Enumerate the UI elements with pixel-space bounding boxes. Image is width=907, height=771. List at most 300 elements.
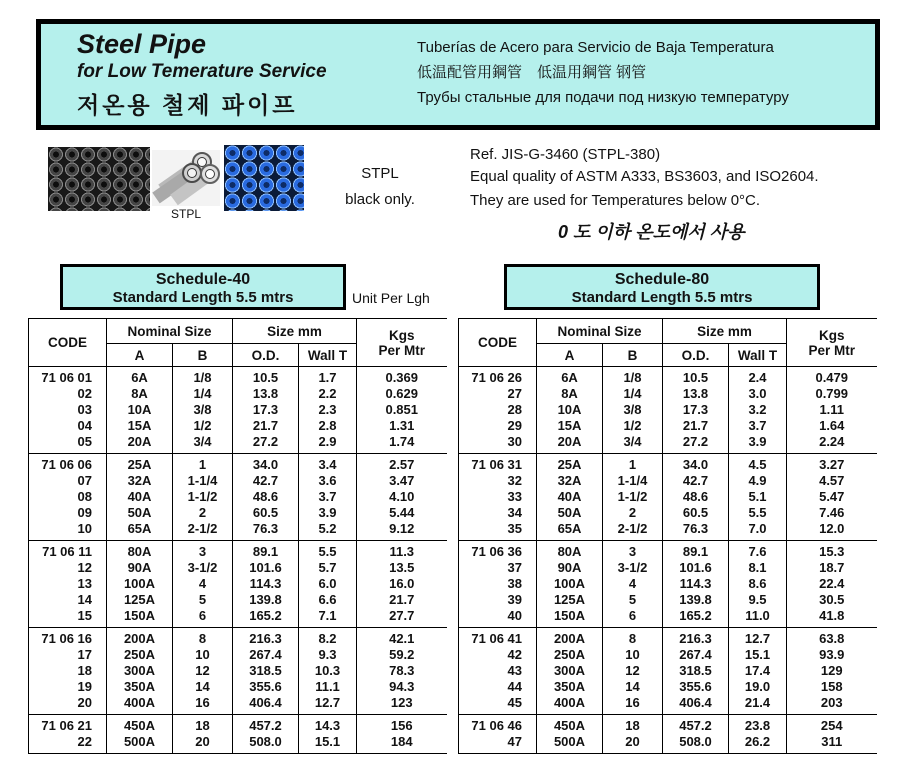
table-row (459, 628, 877, 648)
wall-t-cell: 2.3 (299, 402, 357, 418)
od-cell: 21.7 (663, 418, 729, 434)
size-b-cell: 16 (603, 695, 663, 715)
size-a-cell: 350A (537, 679, 603, 695)
page-subtitle-en: for Low Temerature Service (77, 61, 327, 82)
equal-quality-line: Equal quality of ASTM A333, BS3603, and ISO2604. (470, 168, 819, 185)
kgs-cell: 3.27 (787, 454, 877, 474)
code-cell: 07 (29, 473, 107, 489)
table-row (29, 695, 447, 715)
schedule-40-length: Standard Length 5.5 mtrs (112, 289, 294, 306)
table-row (459, 576, 877, 592)
od-cell: 508.0 (233, 734, 299, 754)
wall-t-cell: 15.1 (729, 647, 787, 663)
table-row (29, 454, 447, 474)
schedule-40-header (60, 264, 346, 310)
kgs-cell: 15.3 (787, 541, 877, 561)
code-cell: 71 06 46 (459, 715, 537, 735)
size-a-cell: 25A (537, 454, 603, 474)
table-row (29, 628, 447, 648)
od-cell: 27.2 (233, 434, 299, 454)
kgs-cell: 18.7 (787, 560, 877, 576)
table-row (29, 608, 447, 628)
wall-t-cell: 8.2 (299, 628, 357, 648)
col-header-a: A (537, 344, 603, 367)
table-row (459, 434, 877, 454)
code-cell: 19 (29, 679, 107, 695)
size-a-cell: 20A (537, 434, 603, 454)
wall-t-cell: 11.1 (299, 679, 357, 695)
page-title-ko: 저온용 철제 파이프 (77, 92, 298, 118)
table-row (29, 647, 447, 663)
od-cell: 89.1 (233, 541, 299, 561)
table-row (459, 489, 877, 505)
kgs-cell: 13.5 (357, 560, 447, 576)
size-b-cell: 4 (603, 576, 663, 592)
size-a-cell: 80A (107, 541, 173, 561)
unit-label: Unit Per Lgh (352, 290, 430, 306)
size-b-cell: 1 (603, 454, 663, 474)
table-header (29, 319, 447, 367)
size-b-cell: 4 (173, 576, 233, 592)
size-a-cell: 50A (107, 505, 173, 521)
table-row (459, 473, 877, 489)
table-row (29, 402, 447, 418)
od-cell: 101.6 (233, 560, 299, 576)
size-b-cell: 8 (173, 628, 233, 648)
table-row (459, 541, 877, 561)
size-b-cell: 12 (603, 663, 663, 679)
od-cell: 318.5 (233, 663, 299, 679)
od-cell: 267.4 (663, 647, 729, 663)
ref-line: Ref. JIS-G-3460 (STPL-380) (470, 146, 661, 163)
code-cell: 71 06 16 (29, 628, 107, 648)
wall-t-cell: 2.9 (299, 434, 357, 454)
size-a-cell: 20A (107, 434, 173, 454)
size-b-cell: 1-1/2 (603, 489, 663, 505)
size-b-cell: 3-1/2 (603, 560, 663, 576)
size-a-cell: 150A (107, 608, 173, 628)
size-b-cell: 1-1/4 (603, 473, 663, 489)
wall-t-cell: 6.6 (299, 592, 357, 608)
kgs-cell: 1.11 (787, 402, 877, 418)
kgs-cell: 78.3 (357, 663, 447, 679)
kgs-cell: 42.1 (357, 628, 447, 648)
schedule-80-length: Standard Length 5.5 mtrs (571, 289, 753, 306)
code-cell: 44 (459, 679, 537, 695)
size-a-cell: 300A (537, 663, 603, 679)
code-cell: 20 (29, 695, 107, 715)
od-cell: 216.3 (233, 628, 299, 648)
code-cell: 71 06 01 (29, 367, 107, 387)
kgs-cell: 311 (787, 734, 877, 754)
size-a-cell: 32A (537, 473, 603, 489)
page-title-cjk: 低温配管用鋼管 低温用鋼管 钢管 (417, 64, 647, 81)
table-row (459, 560, 877, 576)
size-a-cell: 450A (537, 715, 603, 735)
code-cell: 33 (459, 489, 537, 505)
col-header-code: CODE (459, 319, 537, 367)
stpl-note-line1: STPL (361, 165, 399, 182)
code-cell: 45 (459, 695, 537, 715)
kgs-cell: 41.8 (787, 608, 877, 628)
size-a-cell: 50A (537, 505, 603, 521)
code-cell: 14 (29, 592, 107, 608)
col-header-b: B (173, 344, 233, 367)
size-b-cell: 18 (603, 715, 663, 735)
usage-line-ko: 0 도 이하 온도에서 사용 (558, 222, 745, 242)
size-b-cell: 1/2 (173, 418, 233, 434)
col-header-size-mm: Size mm (233, 319, 357, 344)
table-row (459, 386, 877, 402)
code-cell: 15 (29, 608, 107, 628)
row-group (459, 454, 877, 541)
table-row (459, 715, 877, 735)
kgs-cell: 63.8 (787, 628, 877, 648)
table-row (29, 592, 447, 608)
code-cell: 29 (459, 418, 537, 434)
size-b-cell: 14 (173, 679, 233, 695)
kgs-cell: 0.479 (787, 367, 877, 387)
usage-line: They are used for Temperatures below 0°C. (470, 192, 761, 209)
table-row (459, 663, 877, 679)
size-a-cell: 90A (107, 560, 173, 576)
code-cell: 08 (29, 489, 107, 505)
wall-t-cell: 5.1 (729, 489, 787, 505)
code-cell: 37 (459, 560, 537, 576)
size-b-cell: 3/4 (173, 434, 233, 454)
code-cell: 13 (29, 576, 107, 592)
od-cell: 48.6 (233, 489, 299, 505)
table-row (459, 608, 877, 628)
code-cell: 03 (29, 402, 107, 418)
size-a-cell: 65A (107, 521, 173, 541)
wall-t-cell: 5.5 (729, 505, 787, 521)
od-cell: 406.4 (663, 695, 729, 715)
size-b-cell: 2 (603, 505, 663, 521)
wall-t-cell: 7.0 (729, 521, 787, 541)
code-cell: 02 (29, 386, 107, 402)
kgs-cell: 0.369 (357, 367, 447, 387)
od-cell: 27.2 (663, 434, 729, 454)
wall-t-cell: 10.3 (299, 663, 357, 679)
table-row (29, 473, 447, 489)
od-cell: 17.3 (233, 402, 299, 418)
code-cell: 71 06 21 (29, 715, 107, 735)
od-cell: 10.5 (233, 367, 299, 387)
size-a-cell: 200A (107, 628, 173, 648)
col-header-kgs-per-mtr: Kgs Per Mtr (357, 319, 447, 367)
kgs-cell: 203 (787, 695, 877, 715)
size-a-cell: 400A (107, 695, 173, 715)
kgs-cell: 7.46 (787, 505, 877, 521)
code-cell: 34 (459, 505, 537, 521)
size-b-cell: 20 (173, 734, 233, 754)
kgs-cell: 5.44 (357, 505, 447, 521)
size-a-cell: 125A (107, 592, 173, 608)
code-cell: 30 (459, 434, 537, 454)
kgs-cell: 27.7 (357, 608, 447, 628)
size-b-cell: 6 (603, 608, 663, 628)
kgs-cell: 22.4 (787, 576, 877, 592)
table-row (29, 576, 447, 592)
kgs-cell: 12.0 (787, 521, 877, 541)
table-row (29, 734, 447, 754)
schedule-80-title: Schedule-80 (614, 271, 710, 288)
row-group (29, 628, 447, 715)
kgs-cell: 21.7 (357, 592, 447, 608)
schedule-40-table (28, 318, 447, 754)
kgs-cell: 11.3 (357, 541, 447, 561)
wall-t-cell: 3.0 (729, 386, 787, 402)
wall-t-cell: 5.7 (299, 560, 357, 576)
row-group (459, 628, 877, 715)
row-group (29, 541, 447, 628)
size-b-cell: 20 (603, 734, 663, 754)
od-cell: 76.3 (663, 521, 729, 541)
size-a-cell: 32A (107, 473, 173, 489)
size-a-cell: 100A (107, 576, 173, 592)
wall-t-cell: 3.9 (299, 505, 357, 521)
col-header-nominal-size: Nominal Size (537, 319, 663, 344)
wall-t-cell: 15.1 (299, 734, 357, 754)
od-cell: 13.8 (233, 386, 299, 402)
code-cell: 40 (459, 608, 537, 628)
row-group (29, 454, 447, 541)
size-a-cell: 250A (537, 647, 603, 663)
wall-t-cell: 2.4 (729, 367, 787, 387)
wall-t-cell: 3.7 (729, 418, 787, 434)
wall-t-cell: 6.0 (299, 576, 357, 592)
kgs-cell: 254 (787, 715, 877, 735)
table-row (459, 418, 877, 434)
wall-t-cell: 3.9 (729, 434, 787, 454)
wall-t-cell: 3.4 (299, 454, 357, 474)
table-row (29, 560, 447, 576)
col-header-a: A (107, 344, 173, 367)
size-b-cell: 6 (173, 608, 233, 628)
size-a-cell: 40A (537, 489, 603, 505)
wall-t-cell: 23.8 (729, 715, 787, 735)
stpl-caption: STPL (170, 207, 201, 221)
od-cell: 76.3 (233, 521, 299, 541)
table-row (459, 367, 877, 387)
schedule-80-table (458, 318, 877, 754)
size-a-cell: 80A (537, 541, 603, 561)
od-cell: 114.3 (233, 576, 299, 592)
size-a-cell: 15A (107, 418, 173, 434)
kgs-cell: 0.629 (357, 386, 447, 402)
col-header-kgs-per-mtr: Kgs Per Mtr (787, 319, 877, 367)
size-b-cell: 3 (173, 541, 233, 561)
code-cell: 10 (29, 521, 107, 541)
code-cell: 17 (29, 647, 107, 663)
od-cell: 89.1 (663, 541, 729, 561)
size-b-cell: 3-1/2 (173, 560, 233, 576)
od-cell: 101.6 (663, 560, 729, 576)
row-group (29, 367, 447, 454)
size-b-cell: 5 (603, 592, 663, 608)
kgs-cell: 1.31 (357, 418, 447, 434)
od-cell: 457.2 (233, 715, 299, 735)
size-a-cell: 200A (537, 628, 603, 648)
size-b-cell: 1-1/2 (173, 489, 233, 505)
wall-t-cell: 3.2 (729, 402, 787, 418)
pipes-photo-steel (152, 150, 220, 206)
size-a-cell: 8A (537, 386, 603, 402)
schedule-80-header (504, 264, 820, 310)
size-b-cell: 1 (173, 454, 233, 474)
col-header-code: CODE (29, 319, 107, 367)
kgs-cell: 123 (357, 695, 447, 715)
kgs-cell: 1.64 (787, 418, 877, 434)
table-row (459, 505, 877, 521)
code-cell: 04 (29, 418, 107, 434)
wall-t-cell: 1.7 (299, 367, 357, 387)
kgs-cell: 94.3 (357, 679, 447, 695)
size-b-cell: 3 (603, 541, 663, 561)
kgs-cell: 129 (787, 663, 877, 679)
wall-t-cell: 12.7 (299, 695, 357, 715)
col-header-od: O.D. (663, 344, 729, 367)
od-cell: 165.2 (233, 608, 299, 628)
code-cell: 32 (459, 473, 537, 489)
size-a-cell: 10A (537, 402, 603, 418)
od-cell: 216.3 (663, 628, 729, 648)
size-a-cell: 6A (537, 367, 603, 387)
kgs-cell: 30.5 (787, 592, 877, 608)
size-a-cell: 90A (537, 560, 603, 576)
code-cell: 38 (459, 576, 537, 592)
table-row (459, 679, 877, 695)
table-row (29, 418, 447, 434)
wall-t-cell: 12.7 (729, 628, 787, 648)
masthead-right (417, 24, 875, 125)
wall-t-cell: 8.6 (729, 576, 787, 592)
kgs-cell: 0.851 (357, 402, 447, 418)
size-a-cell: 500A (537, 734, 603, 754)
size-b-cell: 2 (173, 505, 233, 521)
wall-t-cell: 14.3 (299, 715, 357, 735)
size-a-cell: 450A (107, 715, 173, 735)
stpl-note-line2: black only. (345, 191, 415, 208)
code-cell: 71 06 41 (459, 628, 537, 648)
table-row (29, 505, 447, 521)
code-cell: 27 (459, 386, 537, 402)
table-row (29, 367, 447, 387)
page-title-en: Steel Pipe (77, 29, 207, 59)
row-group (459, 541, 877, 628)
table-row (459, 647, 877, 663)
table-row (29, 521, 447, 541)
od-cell: 60.5 (233, 505, 299, 521)
code-cell: 28 (459, 402, 537, 418)
table-row (459, 402, 877, 418)
masthead-left (41, 24, 417, 125)
od-cell: 13.8 (663, 386, 729, 402)
table-row (459, 734, 877, 754)
wall-t-cell: 5.2 (299, 521, 357, 541)
kgs-cell: 1.74 (357, 434, 447, 454)
size-b-cell: 8 (603, 628, 663, 648)
wall-t-cell: 11.0 (729, 608, 787, 628)
kgs-cell: 4.10 (357, 489, 447, 505)
od-cell: 114.3 (663, 576, 729, 592)
table-row (29, 663, 447, 679)
size-b-cell: 2-1/2 (173, 521, 233, 541)
col-header-wall-t: Wall T (729, 344, 787, 367)
od-cell: 17.3 (663, 402, 729, 418)
code-cell: 71 06 31 (459, 454, 537, 474)
od-cell: 508.0 (663, 734, 729, 754)
size-a-cell: 25A (107, 454, 173, 474)
size-a-cell: 15A (537, 418, 603, 434)
page-title-ru: Трубы стальные для подачи под низкую температуру (417, 89, 789, 106)
size-b-cell: 2-1/2 (603, 521, 663, 541)
wall-t-cell: 2.8 (299, 418, 357, 434)
code-cell: 43 (459, 663, 537, 679)
size-b-cell: 14 (603, 679, 663, 695)
col-header-nominal-size: Nominal Size (107, 319, 233, 344)
code-cell: 42 (459, 647, 537, 663)
od-cell: 406.4 (233, 695, 299, 715)
table-row (29, 434, 447, 454)
wall-t-cell: 2.2 (299, 386, 357, 402)
size-b-cell: 1-1/4 (173, 473, 233, 489)
stpl-note (332, 161, 428, 213)
wall-t-cell: 9.3 (299, 647, 357, 663)
table-row (29, 715, 447, 735)
code-cell: 71 06 36 (459, 541, 537, 561)
kgs-cell: 2.57 (357, 454, 447, 474)
size-a-cell: 100A (537, 576, 603, 592)
size-b-cell: 1/2 (603, 418, 663, 434)
size-b-cell: 1/4 (603, 386, 663, 402)
od-cell: 42.7 (233, 473, 299, 489)
col-header-size-mm: Size mm (663, 319, 787, 344)
od-cell: 165.2 (663, 608, 729, 628)
size-a-cell: 150A (537, 608, 603, 628)
kgs-cell: 2.24 (787, 434, 877, 454)
kgs-cell: 16.0 (357, 576, 447, 592)
size-a-cell: 8A (107, 386, 173, 402)
size-b-cell: 1/4 (173, 386, 233, 402)
table-row (29, 541, 447, 561)
col-header-wall-t: Wall T (299, 344, 357, 367)
code-cell: 47 (459, 734, 537, 754)
kgs-cell: 0.799 (787, 386, 877, 402)
size-a-cell: 6A (107, 367, 173, 387)
od-cell: 355.6 (233, 679, 299, 695)
code-cell: 22 (29, 734, 107, 754)
pipes-photo-dark (48, 147, 150, 211)
size-b-cell: 18 (173, 715, 233, 735)
size-a-cell: 40A (107, 489, 173, 505)
page-title-es: Tuberías de Acero para Servicio de Baja Temperatura (417, 39, 774, 56)
od-cell: 10.5 (663, 367, 729, 387)
size-b-cell: 10 (173, 647, 233, 663)
kgs-cell: 59.2 (357, 647, 447, 663)
od-cell: 21.7 (233, 418, 299, 434)
code-cell: 71 06 26 (459, 367, 537, 387)
wall-t-cell: 3.7 (299, 489, 357, 505)
od-cell: 139.8 (663, 592, 729, 608)
wall-t-cell: 17.4 (729, 663, 787, 679)
wall-t-cell: 26.2 (729, 734, 787, 754)
code-cell: 18 (29, 663, 107, 679)
size-a-cell: 500A (107, 734, 173, 754)
size-b-cell: 1/8 (173, 367, 233, 387)
wall-t-cell: 21.4 (729, 695, 787, 715)
